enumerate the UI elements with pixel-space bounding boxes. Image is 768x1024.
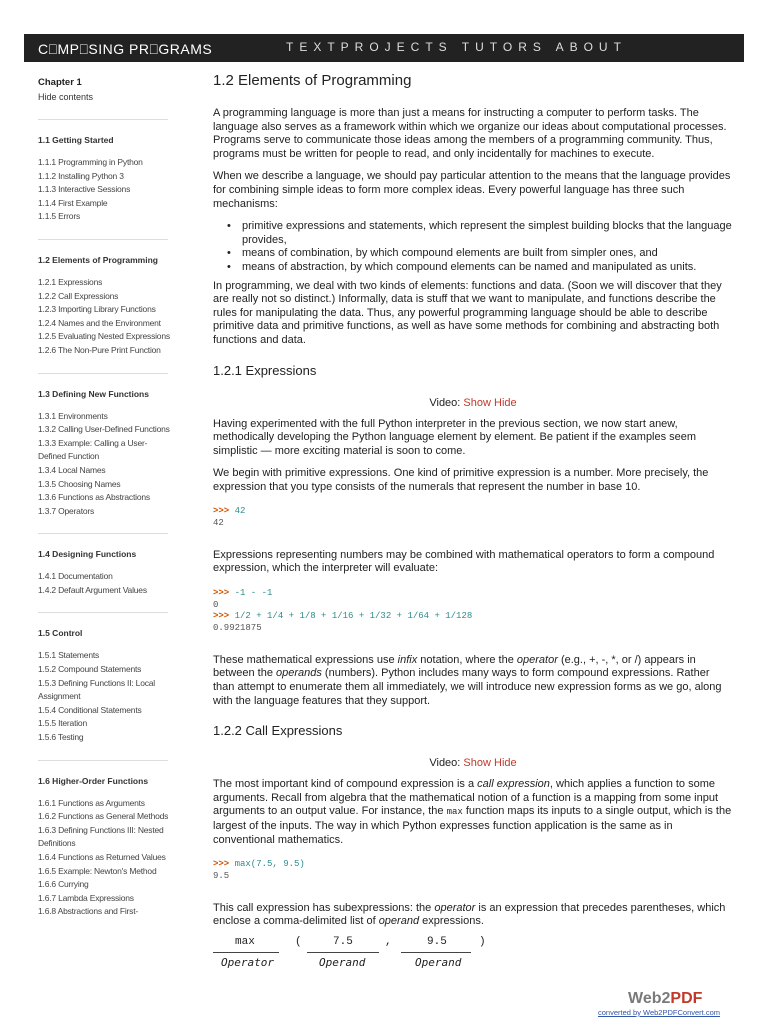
paragraph: The most important kind of compound expression is a call expression, which applies a function to some arguments. Recall from algebra that the mathematical notion of a function is a mapping from some input arguments to an output value. For instance, the max function maps its inputs to a single output, which is the largest of the inputs. The way in which Python expresses function application is the same as in conventional mathematics. xyxy=(213,778,732,846)
diagram-comma: , xyxy=(385,935,392,948)
sidebar-item[interactable]: 1.1.5 Errors xyxy=(38,211,81,222)
code-input: max(7.5, 9.5) xyxy=(234,859,305,870)
top-navbar xyxy=(24,34,744,62)
sidebar-item[interactable]: 1.1.1 Programming in Python xyxy=(38,157,143,167)
sidebar-item[interactable]: 1.3.5 Choosing Names xyxy=(38,478,121,489)
video-label: Video: xyxy=(429,396,461,409)
sidebar-item[interactable]: 1.3.2 Calling User-Defined Functions xyxy=(38,424,170,435)
mechanism-list xyxy=(227,220,733,274)
sidebar-item[interactable]: 1.6.6 Currying xyxy=(38,879,89,890)
sidebar-section-title[interactable]: 1.6 Higher-Order Functions xyxy=(38,775,149,786)
video-toggle xyxy=(213,396,733,410)
diagram-operand1-text: 7.5 xyxy=(333,935,353,948)
page-title: 1.2 Elements of Programming xyxy=(213,72,412,89)
paragraph: This call expression has subexpressions: the operator is an expression that precedes parentheses, which enclose a comma-delimited list of operand expressions. xyxy=(213,901,726,928)
sidebar-item[interactable]: 1.2.4 Names and the Environment xyxy=(38,317,161,328)
web2pdf-link[interactable]: converted by Web2PDFConvert.com xyxy=(598,1008,720,1017)
code-prompt: >>> xyxy=(213,859,230,870)
sidebar-item[interactable]: 1.4.1 Documentation xyxy=(38,571,113,582)
sidebar-item[interactable]: 1.3.7 Operators xyxy=(38,505,95,516)
diagram-operator-underline xyxy=(213,952,279,953)
sidebar-divider xyxy=(38,760,168,761)
code-block xyxy=(213,859,733,882)
web2pdf-watermark xyxy=(598,990,758,1018)
sidebar-sections xyxy=(38,119,170,919)
diagram-operand2-text: 9.5 xyxy=(427,935,447,948)
sidebar-divider xyxy=(38,119,168,120)
sidebar-item[interactable]: 1.6.5 Example: Newton's Method xyxy=(38,865,157,876)
code-output: 9.5 xyxy=(213,870,230,881)
sidebar-item[interactable]: 1.1.3 Interactive Sessions xyxy=(38,184,131,195)
code-prompt: >>> xyxy=(213,506,230,517)
sidebar-section-title[interactable]: 1.3 Defining New Functions xyxy=(38,388,149,399)
sidebar-item[interactable]: 1.4.2 Default Argument Values xyxy=(38,584,147,595)
video-show-hide-link[interactable]: Show Hide xyxy=(463,396,517,409)
sidebar-item[interactable]: 1.6.2 Functions as General Methods xyxy=(38,811,169,822)
video-label: Video: xyxy=(429,757,461,770)
sidebar-item[interactable]: 1.2.2 Call Expressions xyxy=(38,290,119,301)
diagram-operand2-label: Operand xyxy=(415,955,462,969)
list-item: • primitive expressions and statements, which represent the simplest building blocks that the language provides, xyxy=(227,220,733,247)
sidebar-item[interactable]: 1.5.6 Testing xyxy=(38,732,84,743)
sidebar-item[interactable]: 1.2.6 The Non-Pure Print Function xyxy=(38,344,161,355)
diagram-operator-text: max xyxy=(235,935,255,948)
diagram-lparen: ( xyxy=(295,935,302,948)
web2pdf-logo: Web2PDF xyxy=(628,990,703,1007)
sidebar-section-title[interactable]: 1.2 Elements of Programming xyxy=(38,254,158,265)
video-toggle xyxy=(213,756,733,770)
hide-contents-link[interactable]: Hide contents xyxy=(38,92,94,102)
call-expression-diagram xyxy=(213,936,503,976)
sidebar-divider xyxy=(38,373,168,374)
sidebar-item[interactable]: 1.6.8 Abstractions and First- xyxy=(38,906,139,917)
diagram-operator-label: Operator xyxy=(221,955,274,969)
sidebar-item[interactable]: 1.1.4 First Example xyxy=(38,197,108,208)
sidebar-item[interactable]: 1.5.1 Statements xyxy=(38,650,100,661)
sidebar-item[interactable]: 1.3.3 Example: Calling a User-Defined Function xyxy=(38,437,148,462)
sidebar-chapter[interactable]: Chapter 1 xyxy=(38,77,82,88)
diagram-operand2-underline xyxy=(401,952,471,953)
section-heading-expressions: 1.2.1 Expressions xyxy=(213,362,317,378)
paragraph: A programming language is more than just a means for instructing a computer to perform tasks. The language also serves as a framework within which we organize our ideas about computational processes. Programs serve to communicate those ideas among the members of a programming community. Thus, programs must be written for people to read, and only incidentally for machines to execute. xyxy=(213,107,727,160)
sidebar-item[interactable]: 1.6.4 Functions as Returned Values xyxy=(38,852,166,862)
sidebar-item[interactable]: 1.5.3 Defining Functions II: Local Assignment xyxy=(38,677,155,702)
paragraph: We begin with primitive expressions. One kind of primitive expression is a number. More precisely, the expression that you type consists of the numerals that represent the number in base 10. xyxy=(213,467,709,493)
sidebar-item[interactable]: 1.3.1 Environments xyxy=(38,410,108,421)
sidebar-section-title[interactable]: 1.4 Designing Functions xyxy=(38,549,137,560)
paragraph: In programming, we deal with two kinds of elements: functions and data. (Soon we will discover that they are really not so distinct.) Informally, data is stuff that we want to manipulate, and functions describe the rules for manipulating the data. Thus, any powerful programming language should be able to describe primitive data and primitive functions, as well as have some methods for combining and abstracting both functions and data. xyxy=(213,279,722,346)
sidebar-item[interactable]: 1.2.1 Expressions xyxy=(38,276,103,287)
list-item: • means of abstraction, by which compound elements can be named and manipulated as units. xyxy=(227,261,733,275)
sidebar-item[interactable]: 1.6.7 Lambda Expressions xyxy=(38,892,134,903)
sidebar-section-title[interactable]: 1.5 Control xyxy=(38,628,83,639)
code-output: 0 xyxy=(213,599,219,610)
sidebar-item[interactable]: 1.5.4 Conditional Statements xyxy=(38,704,142,715)
sidebar-item[interactable]: 1.6.3 Defining Functions III: Nested Definitions xyxy=(38,824,164,849)
paragraph: These mathematical expressions use infix notation, where the operator (e.g., +, -, *, or /) appears in between the operands (numbers). Python includes many ways to form compound expressions. Rather than attempt to enumerate them all immediately, we will introduce new expression forms as we go, along with the language features that they support. xyxy=(213,653,722,707)
sidebar-item[interactable]: 1.6.1 Functions as Arguments xyxy=(38,797,145,808)
sidebar-item[interactable]: 1.2.5 Evaluating Nested Expressions xyxy=(38,331,170,342)
diagram-operand1-label: Operand xyxy=(319,955,366,969)
code-prompt: >>> xyxy=(213,611,230,622)
sidebar-item[interactable]: 1.5.2 Compound Statements xyxy=(38,664,142,675)
sidebar-item[interactable]: 1.1.2 Installing Python 3 xyxy=(38,170,124,181)
code-output: 42 xyxy=(213,518,224,529)
video-show-hide-link[interactable]: Show Hide xyxy=(463,757,517,770)
site-brand[interactable]: C⎕MP⎕SING PR⎕GRAMS xyxy=(38,41,213,57)
section-heading-call-expressions: 1.2.2 Call Expressions xyxy=(213,723,343,739)
code-block xyxy=(213,588,733,635)
sidebar-item[interactable]: 1.2.3 Importing Library Functions xyxy=(38,304,156,315)
code-block xyxy=(213,506,733,529)
main-content xyxy=(213,70,733,976)
code-output: 0.9921875 xyxy=(213,623,262,634)
paragraph: Having experimented with the full Python interpreter in the previous section, we now start anew, methodically developing the Python language element by element. Be patient if the examples seem simplistic — more exciting material is soon to come. xyxy=(213,417,697,457)
code-input: 1/2 + 1/4 + 1/8 + 1/16 + 1/32 + 1/64 + 1/128 xyxy=(234,611,473,622)
code-input: -1 - -1 xyxy=(234,588,273,599)
paragraph: Expressions representing numbers may be combined with mathematical operators to form a compound expression, which the interpreter will evaluate: xyxy=(213,548,715,575)
paragraph: When we describe a language, we should pay particular attention to the means that the language provides for combining simple ideas to form more complex ideas. Every powerful language has three such mechanisms: xyxy=(213,170,731,210)
diagram-rparen: ) xyxy=(479,935,486,948)
diagram-operand1-underline xyxy=(307,952,379,953)
sidebar-divider xyxy=(38,612,168,613)
sidebar-divider xyxy=(38,533,168,534)
sidebar-item[interactable]: 1.5.5 Iteration xyxy=(38,718,87,729)
code-prompt: >>> xyxy=(213,588,230,599)
sidebar-item[interactable]: 1.3.4 Local Names xyxy=(38,464,106,475)
sidebar-divider xyxy=(38,239,168,240)
sidebar-toc xyxy=(38,76,170,919)
top-nav-links[interactable]: TEXTPROJECTS TUTORS ABOUT xyxy=(286,40,627,54)
sidebar-item[interactable]: 1.3.6 Functions as Abstractions xyxy=(38,492,150,503)
sidebar-section-title[interactable]: 1.1 Getting Started xyxy=(38,135,114,145)
list-item: • means of combination, by which compound elements are built from simpler ones, and xyxy=(227,247,733,261)
code-input: 42 xyxy=(234,506,246,517)
